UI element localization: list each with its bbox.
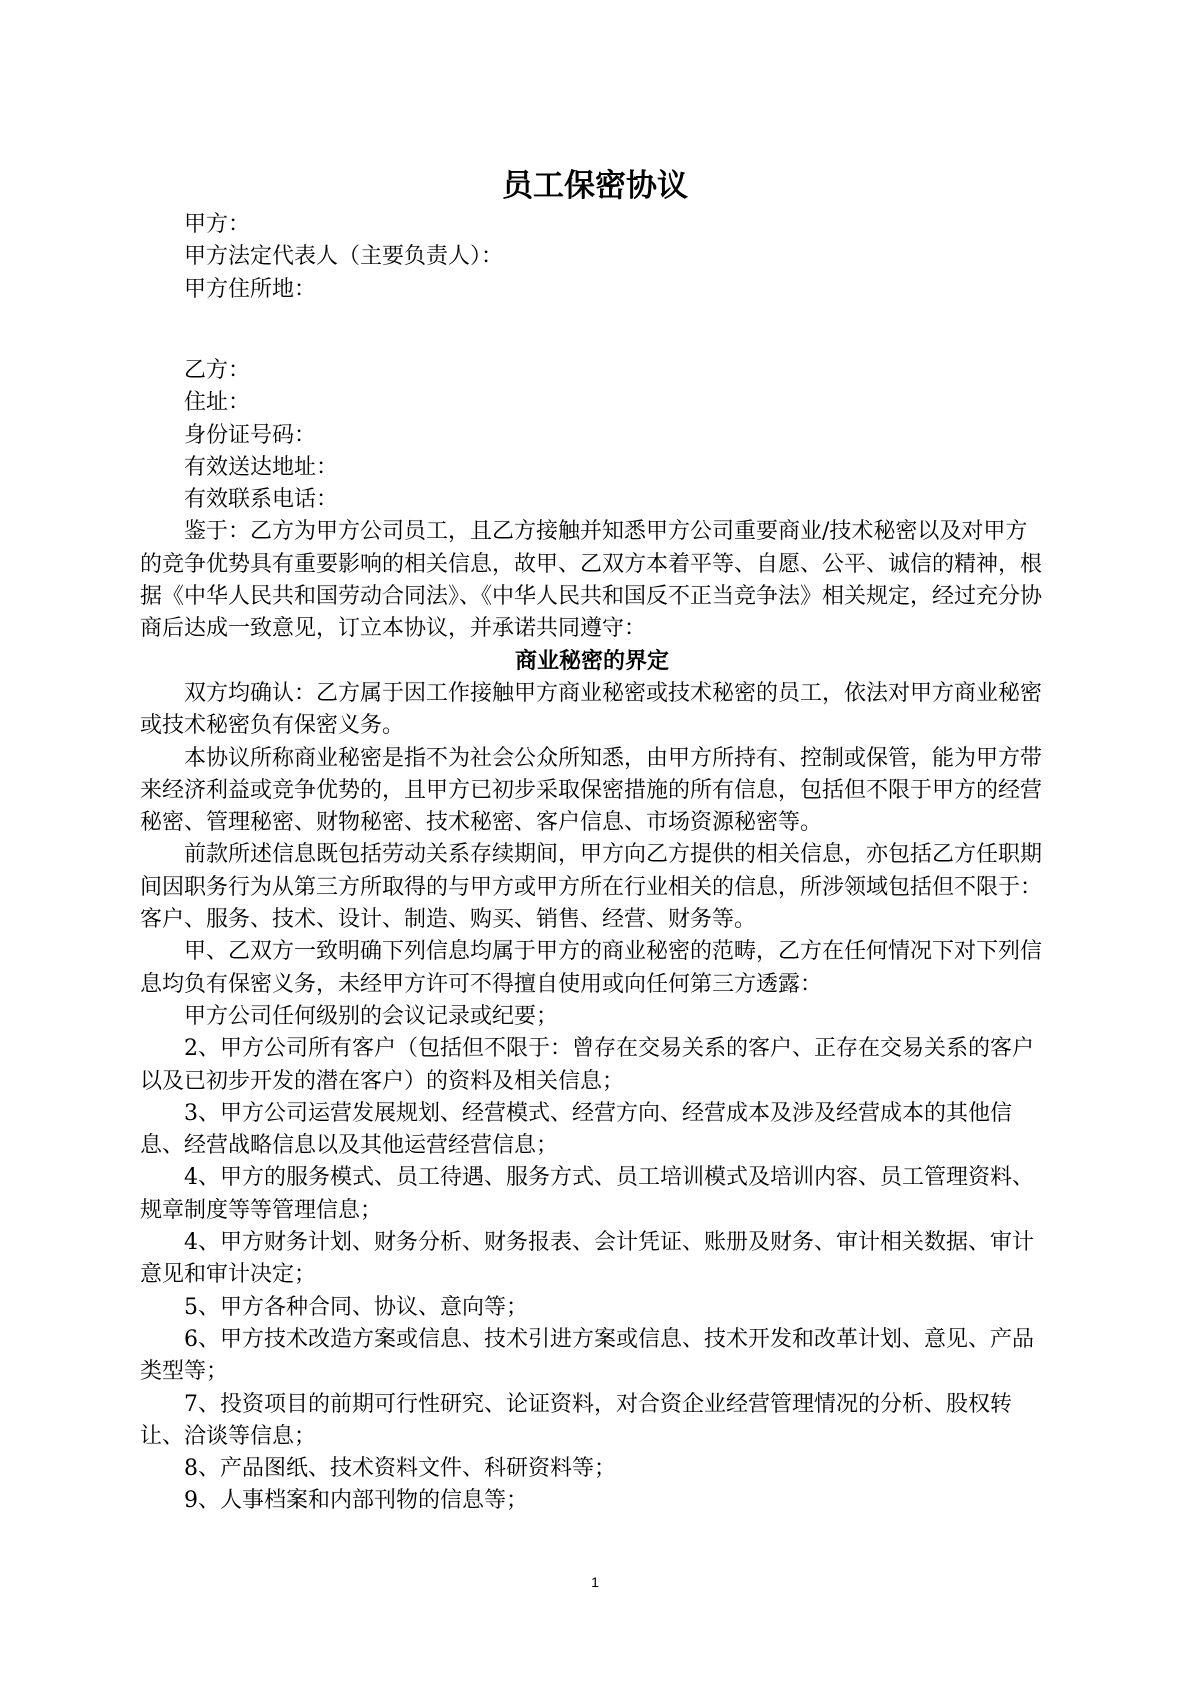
party-a-info — [140, 209, 1044, 306]
list-item: 3、甲方公司运营发展规划、经营模式、经营方向、经营成本及涉及经营成本的其他信息、经营战略信息以及其他运营经营信息； — [140, 1100, 1012, 1159]
party-b-delivery-address-label: 有效送达地址： — [184, 454, 339, 480]
list-item: 7、投资项目的前期可行性研究、论证资料，对合资企业经营管理情况的分析、股权转让、洽谈等信息； — [140, 1391, 1012, 1449]
list-item: 9、人事档案和内部刊物的信息等； — [184, 1488, 528, 1514]
list-item: 4、甲方的服务模式、员工待遇、服务方式、员工培训模式及培训内容、员工管理资料、规章制度等等管理信息； — [140, 1165, 1034, 1223]
party-a-legal-rep-label: 甲方法定代表人（主要负责人）： — [184, 244, 504, 270]
list-item: 2、甲方公司所有客户（包括但不限于：曾存在交易关系的客户、正存在交易关系的客户以及已初步开发的潜在客户）的资料及相关信息； — [140, 1036, 1034, 1094]
paragraph: 双方均确认：乙方属于因工作接触甲方商业秘密或技术秘密的员工，依法对甲方商业秘密或技术秘密负有保密义务。 — [140, 680, 1043, 739]
preamble-paragraph: 鉴于：乙方为甲方公司员工，且乙方接触并知悉甲方公司重要商业/技术秘密以及对甲方的竞争优势具有重要影响的相关信息，故甲、乙双方本着平等、自愿、公平、诚信的精神，根据《中华人民共和国劳动合同法》、《中华人民共和国反不正当竞争法》相关规定，经过充分协商后达成一致意见，订立本协议，并承诺共同遵守： — [140, 519, 1043, 642]
list-item: 8、产品图纸、技术资料文件、科研资料等； — [184, 1456, 616, 1482]
paragraph: 甲、乙双方一致明确下列信息均属于甲方的商业秘密的范畴，乙方在任何情况下对下列信息均负有保密义务，未经甲方许可不得擅自使用或向任何第三方透露： — [140, 939, 1043, 997]
party-a-name-label: 甲方： — [184, 212, 251, 237]
paragraph: 本协议所称商业秘密是指不为社会公众所知悉，由甲方所持有、控制或保管，能为甲方带来经济利益或竞争优势的，且甲方已初步采取保密措施的所有信息，包括但不限于甲方的经营秘密、管理秘密、财物秘密、技术秘密、客户信息、市场资源秘密等。 — [140, 745, 1043, 836]
party-b-id-label: 身份证号码： — [184, 422, 317, 448]
paragraph: 前款所述信息既包括劳动关系存续期间，甲方向乙方提供的相关信息，亦包括乙方任职期间因职务行为从第三方所取得的与甲方或甲方所在行业相关的信息，所涉领域包括但不限于：客户、服务、技术、设计、制造、购买、销售、经营、财务等。 — [140, 842, 1043, 933]
party-b-phone-label: 有效联系电话： — [184, 487, 339, 513]
party-a-address-label: 甲方住所地： — [184, 276, 317, 302]
party-b-address-label: 住址： — [184, 390, 251, 416]
section-heading: 商业秘密的界定 — [514, 648, 669, 674]
party-b-name-label: 乙方： — [184, 358, 251, 383]
list-item: 5、甲方各种合同、协议、意向等； — [184, 1294, 528, 1320]
list-item: 甲方公司任何级别的会议记录或纪要； — [184, 1003, 559, 1029]
list-item: 4、甲方财务计划、财务分析、财务报表、会计凭证、账册及财务、审计相关数据、审计意见和审计决定； — [140, 1230, 1034, 1288]
document-title: 员工保密协议 — [502, 168, 688, 204]
list-item: 6、甲方技术改造方案或信息、技术引进方案或信息、技术开发和改革计划、意见、产品类型等； — [140, 1326, 1034, 1385]
page-number: 1 — [591, 1574, 599, 1590]
agreement-body — [140, 355, 1044, 1518]
